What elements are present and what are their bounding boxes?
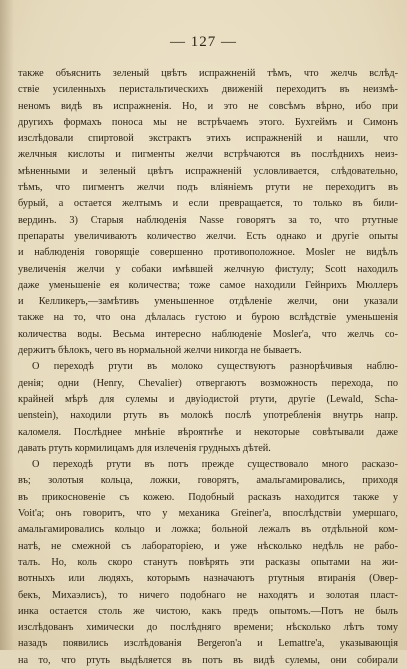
text-line: въ прикосновеніе съ кожею. Подобный расказъ находится также у bbox=[18, 491, 398, 503]
text-line: препараты увеличиваютъ количество желчи. Есть однако и другіе опыты bbox=[18, 230, 398, 242]
text-line: Voit'а; онъ говоритъ, что у механика Greiner'а, впослѣдствіи умершаго, bbox=[18, 508, 398, 520]
text-line: давать ртуть кормилицамъ для излеченія грудныхъ дѣтей. bbox=[18, 442, 271, 454]
text-line: изслѣдовали спиртовой экстрактъ этихъ испражненій и нашли, что bbox=[18, 133, 398, 145]
text-line: каломеля. Послѣднее мнѣніе вѣроятнѣе и некоторые совѣтывали даже bbox=[18, 426, 398, 438]
text-line: О переходѣ ртути въ потъ прежде существовало много расказо- bbox=[32, 459, 398, 471]
text-line: неномъ видѣ въ испражненія. Но, и это не совсѣмъ вѣрно, ибо при bbox=[18, 100, 398, 112]
page-number: — 127 — bbox=[170, 34, 237, 50]
text-line: даже уменьшеніе ея количества; тоже самое находили Гейнрихъ Мюллеръ bbox=[18, 279, 398, 291]
text-line: также на то, что она дѣлалась густою и бурою вслѣдствіе уменьшенія bbox=[18, 312, 398, 324]
text-line: въ; золотыя кольца, ложки, говорятъ, амальгамировались, приходя bbox=[18, 475, 398, 487]
text-line: на то, что ртуть выдѣляется въ потъ въ видѣ сулемы, они собирали bbox=[18, 654, 398, 666]
text-line: желчныя кислоты и пигменты желчи встрѣчаются въ послѣднихъ неиз- bbox=[18, 149, 398, 161]
text-line: вотныхъ или людяхъ, которымъ назначаютъ ртутныя втиранія (Овер- bbox=[18, 573, 398, 585]
text-line: ствіе усиленныхъ перистальтическихъ движеній переходитъ въ неизмѣ- bbox=[18, 84, 398, 96]
text-line: другихъ формахъ поноса мы не встрѣчаемъ этого. Бухгеймъ и Симонъ bbox=[18, 116, 398, 128]
text-line: назадъ появились изслѣдованія Bergeron'а и Lemattre'а, указывающія bbox=[18, 638, 398, 650]
body-text bbox=[18, 66, 398, 669]
text-line: количества воды. Весьма интересно наблюденіе Mosler'а, что желчь со- bbox=[18, 328, 398, 340]
text-line: инка остается столь же чистою, какъ предъ опытомъ.—Потъ не былъ bbox=[18, 605, 398, 617]
text-line: О переходѣ ртути въ молоко существуютъ разнорѣчивыя наблю- bbox=[32, 361, 398, 373]
text-line: вердинъ. 3) Старыя наблюденія Nasse говорятъ за то, что ртутные bbox=[18, 214, 398, 226]
text-line: тѣмъ, что пигментъ желчи подъ вліяніемъ ртути не переходитъ въ bbox=[18, 182, 398, 194]
text-line: мѣненными и зеленый цвѣтъ испражненій условливается, слѣдовательно, bbox=[18, 165, 398, 177]
text-line: крайней мѣрѣ для сулемы и двуіодистой ртути, другіе (Lewald, Scha- bbox=[18, 393, 398, 405]
page-gutter-shadow bbox=[0, 0, 14, 650]
text-line: изслѣдованъ химически до послѣдняго времени; нѣсколько лѣтъ тому bbox=[18, 622, 398, 634]
text-line: натѣ, не смежной съ лабораторіею, и уже нѣсколько недѣль не рабо- bbox=[18, 540, 398, 552]
text-line: и наблюденія говорящіе совершенно противоположное. Mosler не видѣлъ bbox=[18, 247, 398, 259]
text-line: бурый, а остается желтымъ и если превращается, то только въ били- bbox=[18, 198, 398, 210]
text-line: бекъ, Михаэлисъ), то ничего подобнаго не находятъ и золотая пласт- bbox=[18, 589, 398, 601]
text-line: держитъ бѣлокъ, чего въ нормальной желчи никогда не бываетъ. bbox=[18, 345, 302, 357]
text-line: также объяснить зеленый цвѣтъ испражненій тѣмъ, что желчь вслѣд- bbox=[18, 68, 398, 79]
text-line: увеличенія желчи у собаки имѣвшей желчную фистулу; Scott находилъ bbox=[18, 263, 398, 275]
text-line: uenstein), находили ртуть въ молокѣ послѣ употребленія внутрь напр. bbox=[18, 410, 398, 422]
text-line: амальгамировались кольцо и ложка; больной лежалъ въ отдѣльной ком- bbox=[18, 524, 398, 536]
text-line: и Келликеръ,—замѣтивъ уменьшенное отдѣленіе желчи, они указали bbox=[18, 296, 398, 308]
text-line: денія; одни (Henry, Chevalier) отвергаютъ возможность перехода, по bbox=[18, 377, 398, 389]
text-line: талъ. Но, коль скоро станутъ повѣрять эти расказы опытами на жи- bbox=[18, 556, 398, 568]
